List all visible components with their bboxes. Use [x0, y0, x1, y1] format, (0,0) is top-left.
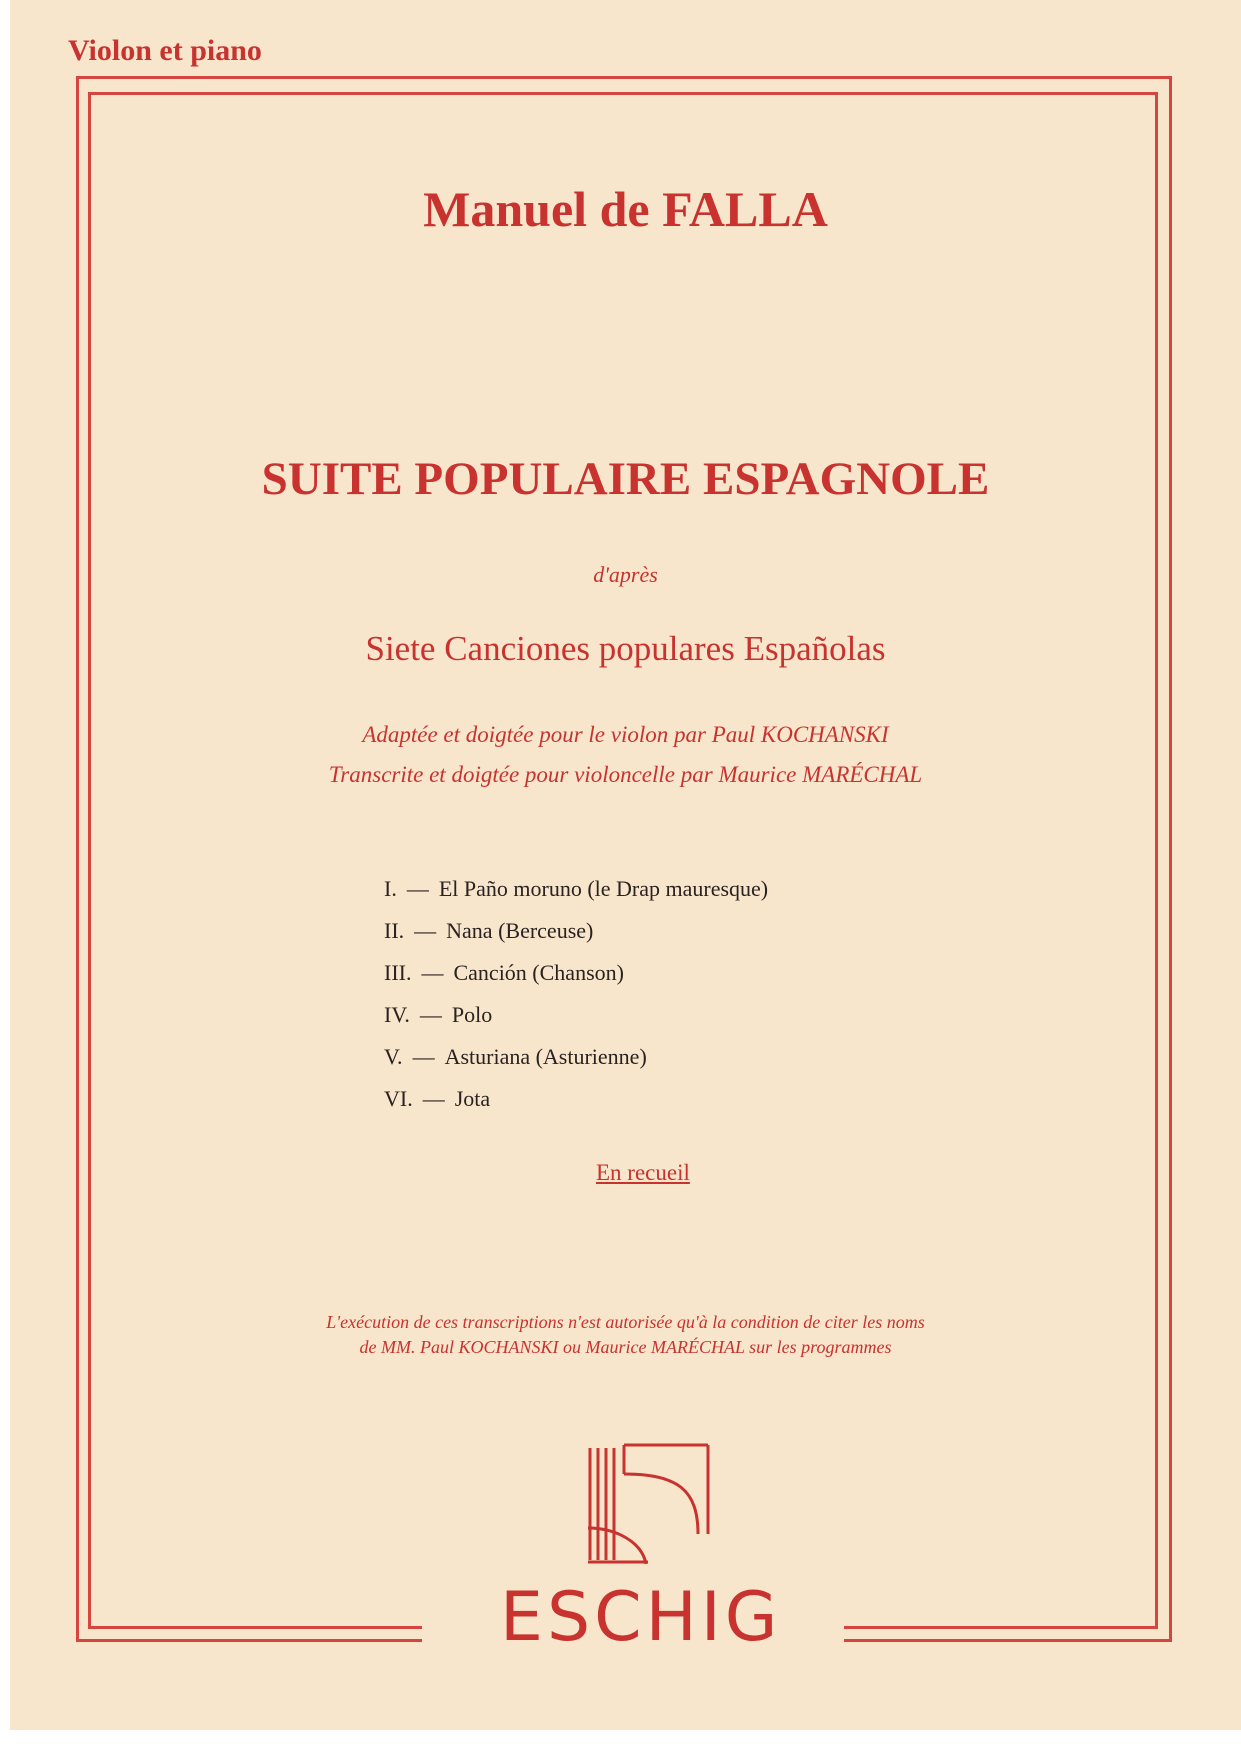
collection-label: En recueil — [596, 1160, 690, 1185]
movement-title: Asturiana (Asturienne) — [444, 1044, 647, 1069]
score-cover — [10, 0, 1241, 1730]
movement-number: V. — [384, 1044, 403, 1069]
movement-number: I. — [384, 876, 397, 901]
movement-item: IV. — Polo — [384, 1002, 493, 1027]
instrument-label: Violon et piano — [68, 34, 262, 67]
work-title: SUITE POPULAIRE ESPAGNOLE — [261, 453, 990, 505]
bottom-rule-left-inner — [88, 1626, 422, 1629]
composer-name: Manuel de FALLA — [423, 181, 828, 237]
movement-number: III. — [384, 960, 412, 985]
movement-title: Nana (Berceuse) — [446, 918, 594, 943]
movement-number: IV. — [384, 1002, 410, 1027]
movement-number: VI. — [384, 1086, 413, 1111]
movement-item: V. — Asturiana (Asturienne) — [384, 1044, 647, 1069]
movement-item: VI. — Jota — [384, 1086, 491, 1111]
eschig-logo-icon — [586, 1442, 716, 1566]
movement-title: Polo — [451, 1002, 493, 1027]
movement-number: II. — [384, 918, 405, 943]
after-label: d'après — [593, 562, 658, 587]
inner-frame — [88, 92, 1158, 1629]
movement-item: III. — Canción (Chanson) — [384, 960, 624, 985]
movement-title: El Paño moruno (le Drap mauresque) — [438, 876, 769, 901]
performance-notice-line-2: de MM. Paul KOCHANSKI ou Maurice MARÉCHAL sur les programmes — [359, 1337, 892, 1357]
movement-item: II. — Nana (Berceuse) — [384, 918, 594, 943]
bottom-rule-left-outer — [76, 1639, 422, 1642]
source-work-title: Siete Canciones populares Españolas — [365, 629, 886, 668]
publisher-name: ESCHIG — [500, 1578, 782, 1657]
movement-title: Jota — [454, 1086, 491, 1111]
bottom-rule-right-inner — [844, 1626, 1158, 1629]
movement-item: I. — El Paño moruno (le Drap mauresque) — [384, 876, 769, 901]
movement-title: Canción (Chanson) — [453, 960, 624, 985]
violin-credit: Adaptée et doigtée pour le violon par Paul KOCHANSKI — [362, 722, 889, 747]
performance-notice-line-1: L'exécution de ces transcriptions n'est autorisée qu'à la condition de citer les noms — [326, 1312, 925, 1332]
bottom-rule-right-outer — [844, 1639, 1172, 1642]
movement-list — [384, 876, 768, 1128]
cello-credit: Transcrite et doigtée pour violoncelle par Maurice MARÉCHAL — [328, 762, 923, 787]
